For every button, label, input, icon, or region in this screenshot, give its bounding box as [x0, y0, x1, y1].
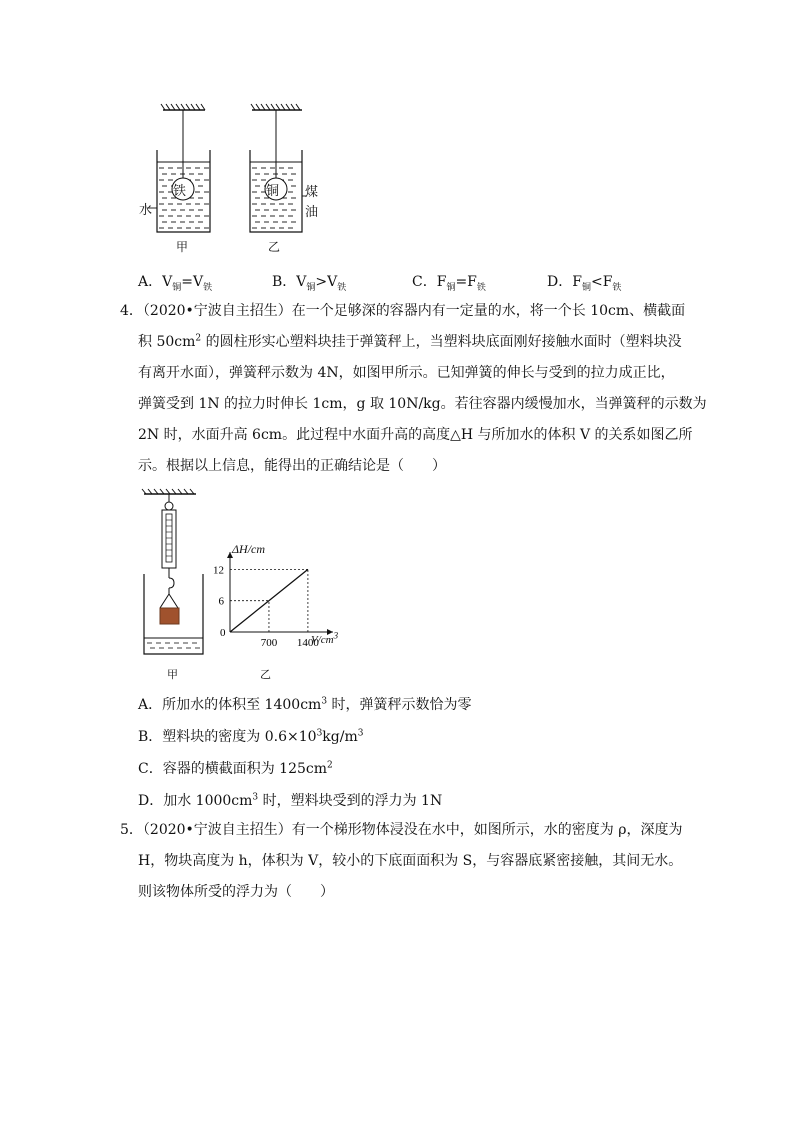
q4-line-3: 有离开水面），弹簧秤示数为 4N，如图甲所示。已知弹簧的伸长与受到的拉力成正比， [138, 365, 675, 381]
figure-spring-scale [138, 488, 213, 663]
q4-option-a[interactable]: A．所加水的体积至 $1400cm^3$ 时，弹簧秤示数恰为零 [138, 696, 472, 713]
x-tick-1400: 1400 [296, 637, 319, 649]
chart-xlabel: $V/cm^3$ [311, 630, 339, 646]
q3-option-b[interactable]: B．$V_铜>V_铁$ [272, 274, 347, 293]
q4-caption-jia: 甲 [167, 668, 178, 681]
q3-option-a[interactable]: A．$V_铜=V_铁$ [138, 274, 213, 293]
caption-yi: 乙 [268, 240, 281, 254]
ball-label-iron: 铁 [173, 184, 187, 199]
ceiling-right [251, 104, 302, 110]
q4-line-4: 弹簧受到 1N 的拉力时伸长 1cm，g 取 10N/kg。若往容器内缓慢加水，当弹簧秤的示数为 [138, 396, 707, 412]
ceiling-left [161, 104, 205, 110]
q3-option-c[interactable]: C．$F_铜=F_铁$ [412, 274, 486, 293]
q4-caption-yi: 乙 [260, 668, 271, 681]
q3-option-d[interactable]: D．$F_铜<F_铁$ [547, 274, 622, 293]
caption-jia: 甲 [176, 240, 189, 254]
q5-line-2: H，物块高度为 h，体积为 V，较小的下底面面积为 S，与容器底紧密接触，其间无水。 [138, 853, 683, 869]
q5-line-3: 则该物体所受的浮力为（ ） [138, 884, 334, 900]
y-tick-12: 12 [213, 564, 224, 577]
ball-label-copper: 铜 [266, 184, 280, 199]
y-tick-6: 6 [218, 595, 224, 608]
q5-line-1: 5．（2020•宁波自主招生）有一个梯形物体浸没在水中，如图所示，水的密度为 ρ，深度为 [120, 822, 683, 838]
x-tick-700: 700 [260, 637, 278, 649]
q4-line-5: 2N 时，水面升高 6cm。此过程中水面升高的高度△H 与所加水的体积 V 的关系如图乙所 [138, 427, 693, 443]
label-water: 水 [139, 203, 153, 218]
q4-option-d[interactable]: D．加水 $1000cm^3$ 时，塑料块受到的浮力为 1N [138, 792, 443, 809]
q4-option-b[interactable]: B．塑料块的密度为 $0.6\times 10^3kg/m^3$ [138, 728, 364, 745]
chart-origin-label: 0 [220, 627, 226, 639]
q4-line-2: 积 $50cm^2$ 的圆柱形实心塑料块挂于弹簧秤上，当塑料块底面刚好接触水面时（塑料块没 [138, 333, 682, 350]
q4-option-c[interactable]: C．容器的横截面积为 $125cm^2$ [138, 760, 333, 777]
label-kerosene-1: 煤 [305, 185, 319, 200]
label-kerosene-2: 油 [305, 205, 319, 220]
q4-line-6: 示。根据以上信息，能得出的正确结论是（ ） [138, 458, 446, 474]
q4-line-1: 4．（2020•宁波自主招生）在一个足够深的容器内有一定量的水，将一个长 10cm、横截面 [120, 303, 686, 319]
figure-beakers [130, 100, 330, 260]
chart-ylabel: ΔH/cm [232, 542, 266, 556]
